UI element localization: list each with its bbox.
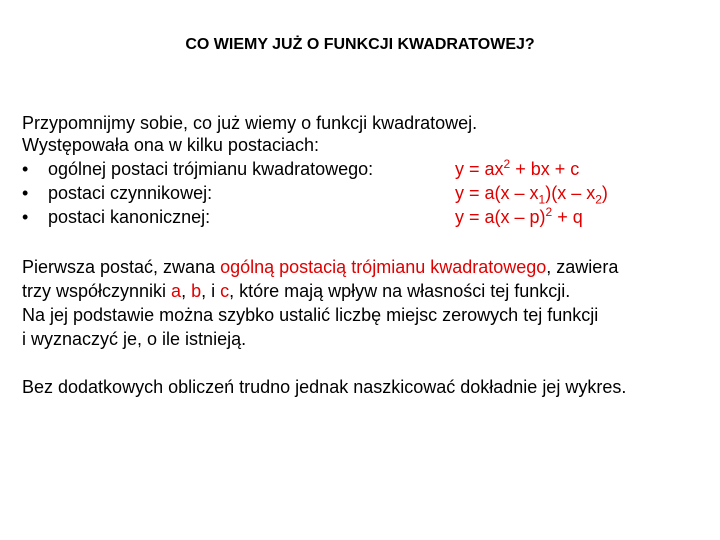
paragraph2-line-2: trzy współczynniki a, b, i c, które mają wpływ na własności tej funkcji. [22,281,571,301]
paragraph2-line-1: Pierwsza postać, zwana ogólną postacią trójmianu kwadratowego, zawiera [22,257,619,277]
highlight-general-form: ogólną postacią trójmianu kwadratowego [220,257,547,277]
formula-factored: $y = a(x - x_1)(x - x_2)$ [455,183,608,207]
bullet: • [22,207,29,227]
formula-general: $y = ax^2$ + bx + c [455,157,580,179]
form-label-canonical: postaci kanonicznej: [48,207,211,227]
form-label-factored: postaci czynnikowej: [48,183,213,203]
formula-canonical: y = a(x – p)$^2$ + q [455,205,583,227]
paragraph2-line-4: i wyznaczyć je, o ile istnieją. [22,329,247,349]
intro-line-2: Występowała ona w kilku postaciach: [22,135,319,155]
bullet: • [22,183,29,203]
form-label-general: ogólnej postaci trójmianu kwadratowego: [48,159,374,179]
bullet: • [22,159,29,179]
paragraph3: Bez dodatkowych obliczeń trudno jednak naszkicować dokładnie jej wykres. [22,377,627,397]
page-title: CO WIEMY JUŻ O FUNKCJI KWADRATOWEJ? [185,36,535,53]
coefficient-a: a [171,281,182,301]
coefficient-b: b [191,281,202,301]
intro-line-1: Przypomnijmy sobie, co już wiemy o funkcji kwadratowej. [22,113,478,133]
paragraph2-line-3: Na jej podstawie można szybko ustalić liczbę miejsc zerowych tej funkcji [22,305,599,325]
coefficient-c: c [220,281,230,301]
